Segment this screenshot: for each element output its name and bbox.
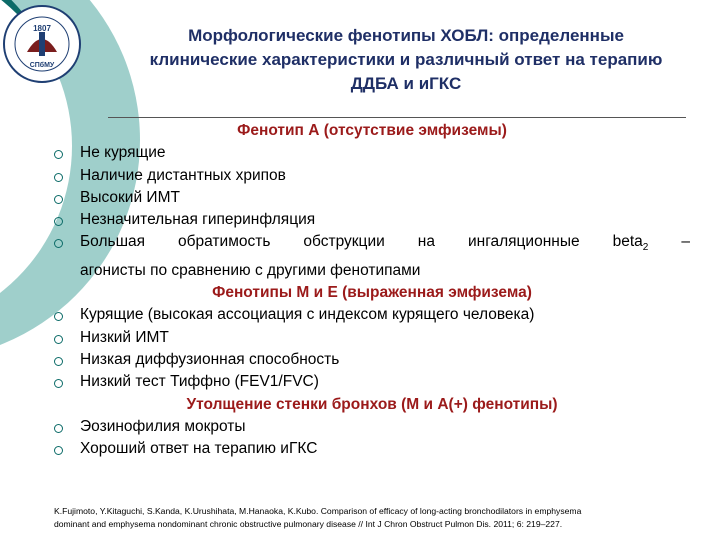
reference-line-1: K.Fujimoto, Y.Kitaguchi, S.Kanda, K.Urushihata, M.Hanaoka, K.Kubo. Comparison of efficacy of long-acting bronchodilators in emphysema	[54, 506, 582, 516]
long-item-line-2: агонисты по сравнению с другими фенотипами	[80, 261, 421, 279]
long-item-line-1: Большая обратимость обструкции на ингаляционные beta$_2$ –	[80, 233, 690, 254]
title-line-1: Морфологические фенотипы ХОБЛ: определенные	[188, 26, 624, 45]
circle-bullet-icon	[54, 217, 63, 226]
title-divider	[108, 117, 686, 118]
list-item	[54, 231, 690, 282]
list-item: Высокий ИМТ	[54, 187, 690, 209]
list-item: Наличие дистантных хрипов	[54, 165, 690, 187]
svg-text:1807: 1807	[33, 24, 51, 33]
circle-bullet-icon	[54, 357, 63, 366]
circle-bullet-icon	[54, 312, 63, 321]
list-item: Низкий ИМТ	[54, 327, 690, 349]
circle-bullet-icon	[54, 424, 63, 433]
circle-bullet-icon	[54, 239, 63, 248]
bronchial-heading: Утолщение стенки бронхов (М и А(+) фенотипы)	[186, 395, 558, 413]
title-line-2: клинические характеристики и различный ответ на терапию	[149, 50, 663, 69]
circle-bullet-icon	[54, 379, 63, 388]
university-seal-logo	[2, 4, 82, 84]
reference-citation	[54, 505, 714, 530]
list-item: Низкая диффузионная способность	[54, 349, 690, 371]
circle-bullet-icon	[54, 195, 63, 204]
phenotype-me-heading: Фенотипы М и Е (выраженная эмфизема)	[212, 284, 532, 302]
circle-bullet-icon	[54, 446, 63, 455]
circle-bullet-icon	[54, 335, 63, 344]
list-item: Хороший ответ на терапию иГКС	[54, 438, 690, 460]
phenotype-content	[54, 120, 690, 461]
circle-bullet-icon	[54, 150, 63, 159]
reference-line-2: dominant and emphysema nondominant chronic obstructive pulmonary disease // Int J Chron Obstruct Pulmon Dis. 2011; 6: 219–227.	[54, 518, 563, 529]
list-item: Незначительная гиперинфляция	[54, 209, 690, 231]
slide-title	[100, 24, 712, 96]
title-line-3: ДДБА и иГКС	[350, 74, 462, 93]
list-item: Низкий тест Тиффно (FEV1/FVC)	[54, 371, 690, 393]
phenotype-a-heading: Фенотип А (отсутствие эмфиземы)	[237, 122, 507, 139]
list-item: Курящие (высокая ассоциация с индексом курящего человека)	[54, 304, 690, 326]
svg-text:СПбМУ: СПбМУ	[29, 62, 55, 69]
list-item: Эозинофилия мокроты	[54, 416, 690, 438]
circle-bullet-icon	[54, 173, 63, 182]
list-item: Не курящие	[54, 142, 690, 164]
